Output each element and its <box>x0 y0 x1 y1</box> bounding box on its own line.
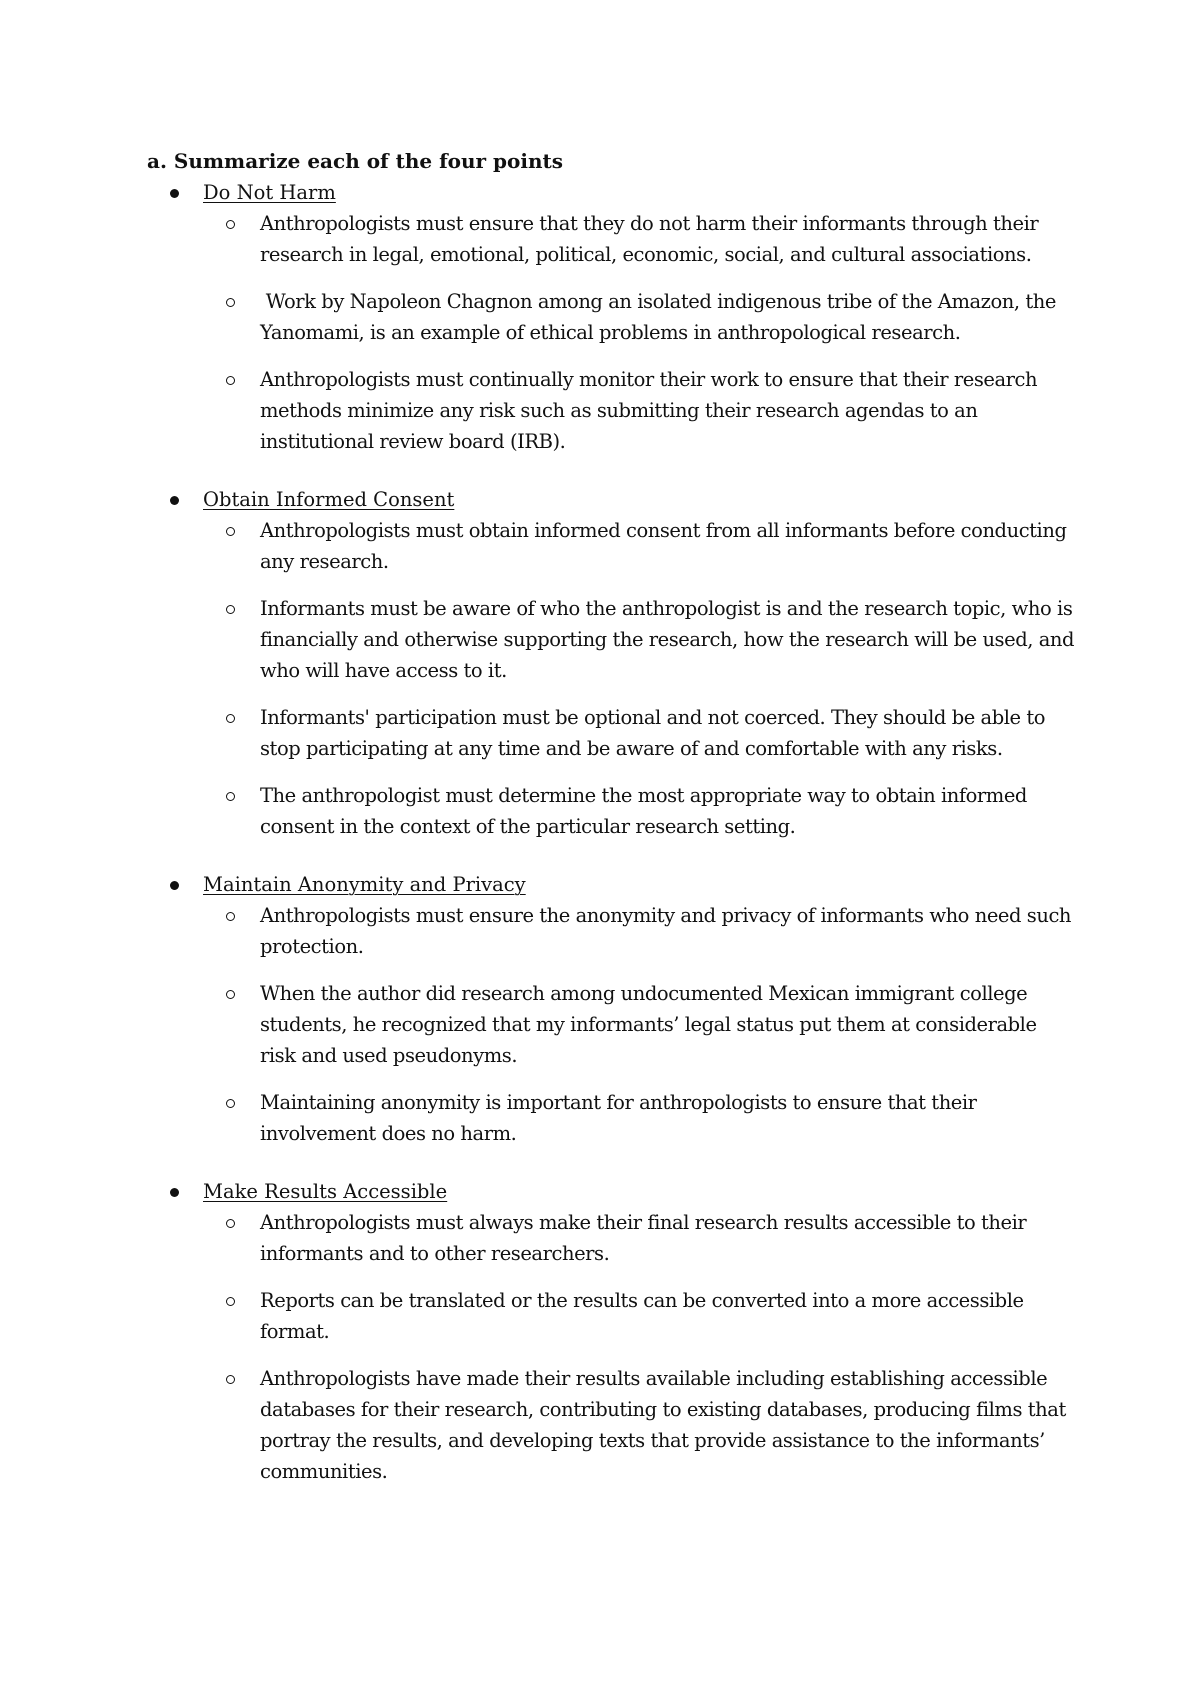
list-item <box>147 515 1077 577</box>
section-title-text: Maintain Anonymity and Privacy <box>203 873 526 896</box>
hollow-bullet-icon <box>226 605 235 614</box>
section-title-text: Make Results Accessible <box>203 1180 448 1203</box>
section-anonymity-privacy <box>147 870 1077 1149</box>
section-list <box>147 178 1077 1515</box>
list-item <box>147 208 1077 270</box>
sub-item-list <box>147 1207 1077 1487</box>
section-title <box>147 485 1077 515</box>
section-do-not-harm <box>147 178 1077 457</box>
section-title-text: Obtain Informed Consent <box>203 488 455 511</box>
list-item <box>147 1285 1077 1347</box>
sub-item-list <box>147 900 1077 1149</box>
list-item-text: When the author did research among undocumented Mexican immigrant college students, he recognized that my informants’ legal status put them at considerable risk and used pseudonyms. <box>260 982 1037 1067</box>
list-item <box>147 1087 1077 1149</box>
hollow-bullet-icon <box>226 912 235 921</box>
filled-bullet-icon <box>170 496 179 505</box>
hollow-bullet-icon <box>226 1375 235 1384</box>
hollow-bullet-icon <box>226 298 235 307</box>
document-heading: a. Summarize each of the four points <box>147 149 564 173</box>
hollow-bullet-icon <box>226 792 235 801</box>
hollow-bullet-icon <box>226 1099 235 1108</box>
section-title-text: Do Not Harm <box>203 181 336 204</box>
hollow-bullet-icon <box>226 1219 235 1228</box>
section-title <box>147 178 1077 208</box>
list-item <box>147 900 1077 962</box>
list-item-text: Informants' participation must be optional and not coerced. They should be able to stop participating at any time and be aware of and comfortable with any risks. <box>260 706 1046 760</box>
list-item-text: Informants must be aware of who the anthropologist is and the research topic, who is financially and otherwise supporting the research, how the research will be used, and who will have access to it. <box>260 597 1075 682</box>
section-title <box>147 870 1077 900</box>
hollow-bullet-icon <box>226 990 235 999</box>
hollow-bullet-icon <box>226 714 235 723</box>
sub-item-list <box>147 208 1077 457</box>
list-item-text: The anthropologist must determine the most appropriate way to obtain informed consent in the context of the particular research setting. <box>260 784 1027 838</box>
section-informed-consent <box>147 485 1077 842</box>
list-item-text: Maintaining anonymity is important for anthropologists to ensure that their involvement does no harm. <box>260 1091 977 1145</box>
hollow-bullet-icon <box>226 376 235 385</box>
filled-bullet-icon <box>170 881 179 890</box>
list-item-text: Anthropologists must ensure that they do not harm their informants through their research in legal, emotional, political, economic, social, and cultural associations. <box>260 212 1039 266</box>
list-item-text: Anthropologists have made their results available including establishing accessible databases for their research, contributing to existing databases, producing films that portray the results, and developing texts that provide assistance to the informants’ communities. <box>260 1367 1066 1483</box>
hollow-bullet-icon <box>226 1297 235 1306</box>
filled-bullet-icon <box>170 189 179 198</box>
list-item <box>147 978 1077 1071</box>
list-item <box>147 702 1077 764</box>
section-results-accessible <box>147 1177 1077 1487</box>
list-item-text: Anthropologists must continually monitor their work to ensure that their research methods minimize any risk such as submitting their research agendas to an institutional review board (IRB). <box>260 368 1038 453</box>
filled-bullet-icon <box>170 1188 179 1197</box>
list-item-text: Anthropologists must obtain informed consent from all informants before conducting any research. <box>260 519 1067 573</box>
list-item <box>147 364 1077 457</box>
list-item-text: Reports can be translated or the results can be converted into a more accessible format. <box>260 1289 1024 1343</box>
hollow-bullet-icon <box>226 527 235 536</box>
list-item-text: Anthropologists must always make their final research results accessible to their informants and to other researchers. <box>260 1211 1027 1265</box>
list-item <box>147 1207 1077 1269</box>
list-item <box>147 780 1077 842</box>
list-item <box>147 593 1077 686</box>
list-item-text: Work by Napoleon Chagnon among an isolated indigenous tribe of the Amazon, the Yanomami, is an example of ethical problems in anthropological research. <box>260 290 1062 344</box>
list-item <box>147 1363 1077 1487</box>
hollow-bullet-icon <box>226 220 235 229</box>
section-title <box>147 1177 1077 1207</box>
list-item-text: Anthropologists must ensure the anonymity and privacy of informants who need such protection. <box>260 904 1072 958</box>
sub-item-list <box>147 515 1077 842</box>
list-item <box>147 286 1077 348</box>
